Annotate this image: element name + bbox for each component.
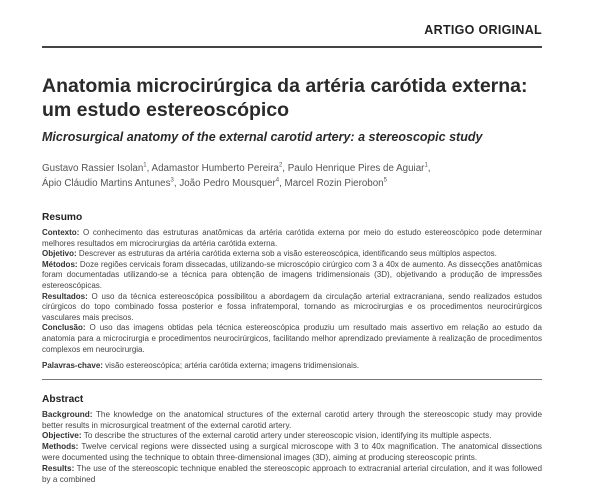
keywords: Palavras-chave: visão estereoscópica; artéria carótida externa; imagens tridimensionais. xyxy=(42,361,360,371)
resumo-heading: Resumo xyxy=(42,212,83,223)
title-pt-line2: um estudo estereoscópico xyxy=(42,99,290,121)
resumo-paragraph: Objetivo: Descrever as estruturas da artéria carótida externa sob a visão estereoscópica, identificando seus múltiplos aspectos. xyxy=(42,249,497,259)
author: João Pedro Mousquer$^4$, xyxy=(179,177,285,189)
resumo-paragraph: Conclusão: O uso das imagens obtidas pela técnica estereoscópica produziu um resultado mais assertivo em relação ao estudo da anatomia para a microcirurgia e procedimentos neurocirúrgicos, facilitando melhor aprendizado previamente à realização de procedimentos complexos em neurocirurgia. xyxy=(42,323,542,354)
section-label: ARTIGO ORIGINAL xyxy=(424,23,542,37)
abstract-paragraph: Methods: Twelve cervical regions were dissected using a surgical microscope with 3 to 40x magnification. The anatomical dissections were documented using the technique to obtain three-dimensional images (3D), aiming at producing stereoscopic prints. xyxy=(42,442,542,462)
header-rule xyxy=(42,46,542,48)
abstract-heading: Abstract xyxy=(42,393,84,405)
abstract-paragraph: Background: The knowledge on the anatomical structures of the external carotid artery through the stereoscopic study may provide better results in microsurgical treatment of the external carotid artery. xyxy=(42,409,542,430)
author: Gustavo Rassier Isolan$^1$, xyxy=(42,162,152,174)
resumo-block xyxy=(42,228,542,355)
abstract-block xyxy=(42,410,542,485)
resumo-paragraph: Métodos: Doze regiões cervicais foram dissecadas, utilizando-se microscópio cirúrgico com 3 a 40x de aumento. As dissecções anatômicas foram documentadas utilizando-se a técnica para obtenção de imagens tridimensionais (3D), objetivando a produção de impressões estereoscópicas. xyxy=(42,259,542,290)
resumo-paragraph: Contexto: O conhecimento das estruturas anatômicas da artéria carótida externa por meio do estudo estereoscópico pode determinar melhores resultados em microcirurgias da artéria carótida externa. xyxy=(42,228,542,248)
title-pt-line1: Anatomia microcirúrgica da artéria carótida externa: xyxy=(42,75,528,97)
title-english: Microsurgical anatomy of the external carotid artery: a stereoscopic study xyxy=(42,130,483,144)
author: Paulo Henrique Pires de Aguiar$^1$, xyxy=(287,162,431,174)
author: Marcel Rozin Pierobon$^5$ xyxy=(284,177,387,189)
author-list xyxy=(42,161,542,191)
section-divider xyxy=(42,379,542,380)
abstract-paragraph: Objective: To describe the structures of the external carotid artery under stereoscopic vision, identifying its multiple aspects. xyxy=(42,431,492,441)
abstract-paragraph: Results: The use of the stereoscopic technique enabled the stereoscopic approach to extracranial arterial circulation, and it was followed by a combined xyxy=(42,463,542,484)
title-portuguese xyxy=(42,74,542,122)
author: Adamastor Humberto Pereira$^2$, xyxy=(151,162,288,174)
article-body xyxy=(42,74,542,485)
resumo-paragraph: Resultados: O uso da técnica estereoscópica possibilitou a abordagem da circulação arterial extracraniana, sendo realizados estudos cirúrgicos do topo combinado fossa posterior e fossa infratemporal, tornando as microcirurgias e os procedimentos neurocirúrgicos vasculares mais precisos. xyxy=(42,291,542,322)
author: Ápio Cláudio Martins Antunes$^3$, xyxy=(42,177,180,189)
